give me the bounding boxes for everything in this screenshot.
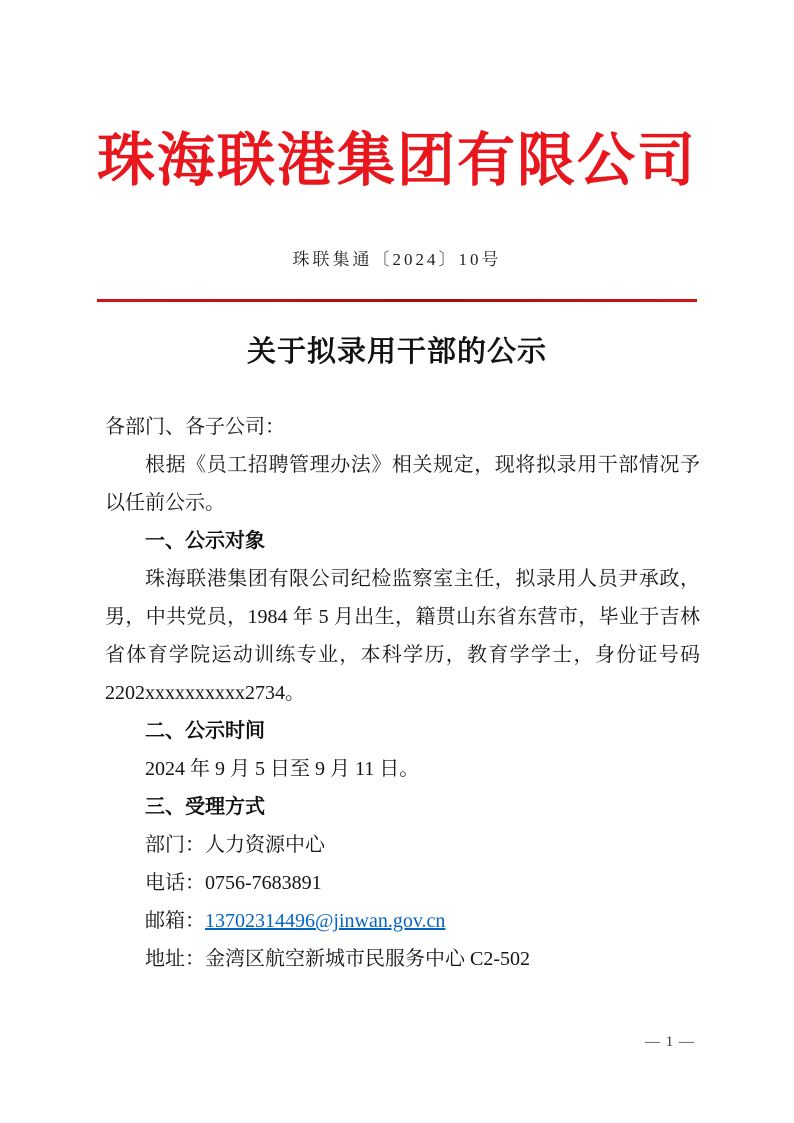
red-divider	[97, 299, 697, 302]
section-heading-methods: 三、受理方式	[145, 796, 265, 819]
contact-email-label: 邮箱：	[145, 910, 205, 933]
contact-phone-value: 0756-7683891	[205, 872, 322, 895]
section-body-period: 2024 年 9 月 5 日至 9 月 11 日。	[145, 758, 420, 781]
contact-address-label: 地址：	[145, 948, 205, 971]
email-link[interactable]: 13702314496@jinwan.gov.cn	[205, 910, 446, 933]
contact-department-value: 人力资源中心	[205, 834, 325, 857]
document-title: 关于拟录用干部的公示	[246, 336, 547, 369]
contact-department-label: 部门：	[145, 834, 205, 857]
document-body	[0, 408, 794, 978]
section-heading-targets: 一、公示对象	[145, 530, 265, 553]
salutation: 各部门、各子公司：	[105, 416, 285, 439]
contact-email	[105, 902, 700, 940]
contact-address-value: 金湾区航空新城市民服务中心 C2-502	[205, 948, 530, 971]
page-number: — 1 —	[645, 1034, 695, 1050]
doc-number: 珠联集通〔2024〕10号	[292, 250, 502, 270]
contact-address	[105, 940, 700, 978]
section-heading-period: 二、公示时间	[145, 720, 265, 743]
company-title: 珠海联港集团有限公司	[96, 128, 697, 193]
contact-phone	[105, 864, 700, 902]
contact-phone-label: 电话：	[145, 872, 205, 895]
intro-paragraph: 根据《员工招聘管理办法》相关规定，现将拟录用干部情况予以任前公示。	[105, 454, 700, 515]
contact-department	[105, 826, 700, 864]
section-body-targets: 珠海联港集团有限公司纪检监察室主任，拟录用人员尹承政，男，中共党员，1984 年 5 月出生，籍贯山东省东营市，毕业于吉林省体育学院运动训练专业，本科学历，教育学学士，身份证号码 2202xxxxxxxxxx2734。	[105, 568, 700, 705]
